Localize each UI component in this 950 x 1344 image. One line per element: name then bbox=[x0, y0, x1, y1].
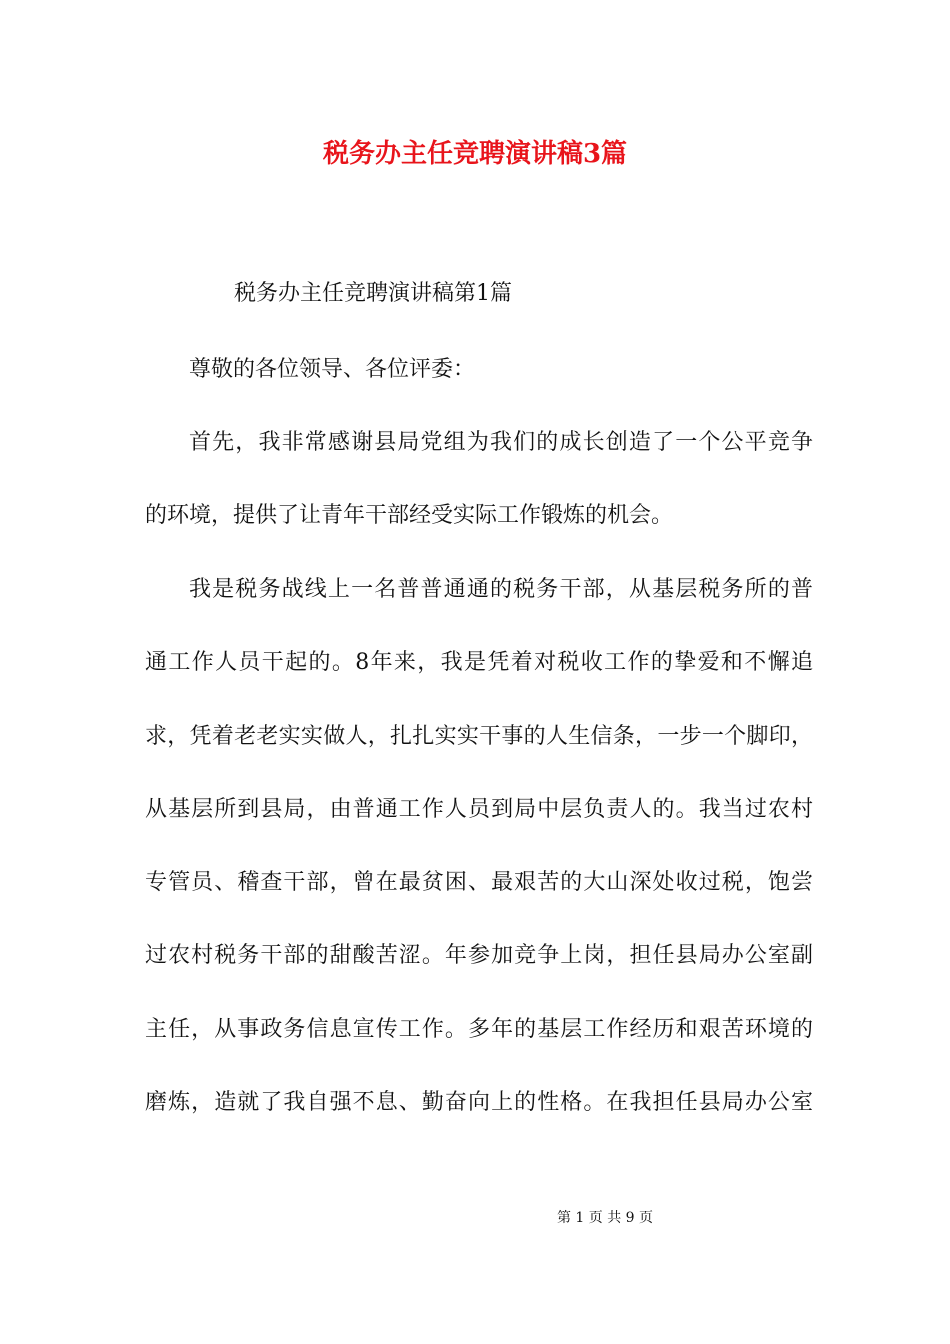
greeting-line: 尊敬的各位领导、各位评委： bbox=[189, 357, 476, 382]
paragraph-line: 过农村税务干部的甜酸苦涩。年参加竞争上岗，担任县局办公室副 bbox=[145, 943, 813, 969]
paragraph-line: 通工作人员干起的。8年来，我是凭着对税收工作的挚爱和不懈追 bbox=[145, 650, 813, 676]
paragraph-line: 的环境，提供了让青年干部经受实际工作锻炼的机会。 bbox=[145, 503, 674, 529]
paragraph-line: 从基层所到县局，由普通工作人员到局中层负责人的。我当过农村 bbox=[145, 796, 813, 822]
paragraph-line: 求，凭着老老实实做人，扎扎实实干事的人生信条，一步一个脚印， bbox=[145, 723, 813, 749]
section-heading: 税务办主任竞聘演讲稿第1篇 bbox=[234, 281, 512, 306]
paragraph-line: 磨炼，造就了我自强不息、勤奋向上的性格。在我担任县局办公室 bbox=[145, 1090, 813, 1116]
paragraph-2 bbox=[145, 553, 813, 1139]
paragraph-line: 首先，我非常感谢县局党组为我们的成长创造了一个公平竞争 bbox=[189, 430, 813, 455]
greeting-paragraph bbox=[145, 333, 813, 406]
paragraph-line: 主任，从事政务信息宣传工作。多年的基层工作经历和艰苦环境的 bbox=[145, 1016, 813, 1042]
document-title: 税务办主任竞聘演讲稿3篇 bbox=[322, 139, 628, 169]
paragraph-1 bbox=[145, 406, 813, 553]
page-footer: 第 1 页 共 9 页 bbox=[556, 1210, 654, 1226]
paragraph-line: 专管员、稽查干部，曾在最贫困、最艰苦的大山深处收过税，饱尝 bbox=[145, 870, 813, 896]
paragraph-line: 我是税务战线上一名普普通通的税务干部，从基层税务所的普 bbox=[189, 577, 813, 602]
